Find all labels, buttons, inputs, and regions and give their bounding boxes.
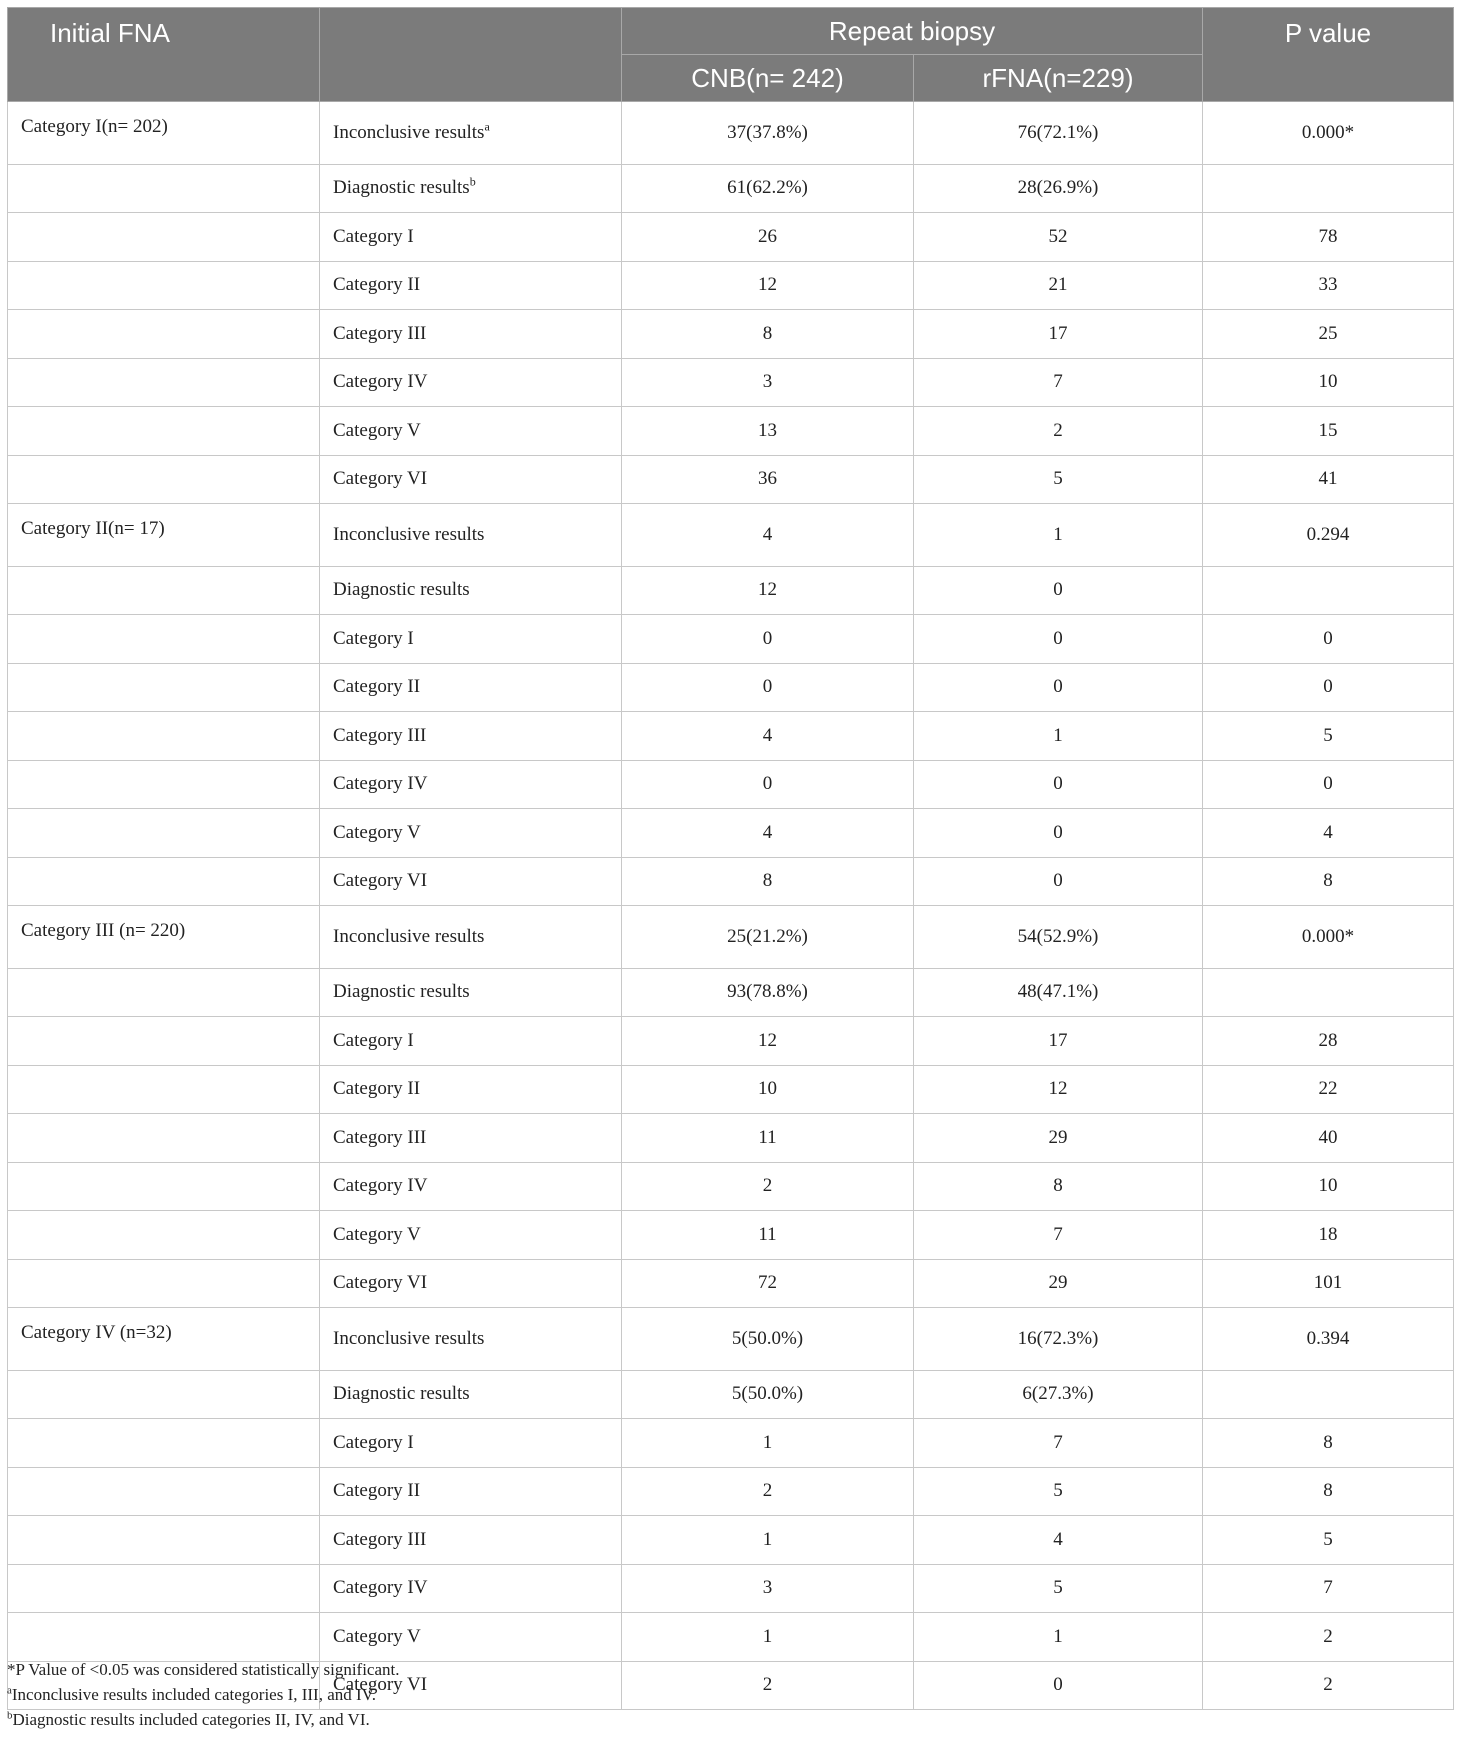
- result-label: Category III: [333, 1126, 427, 1148]
- result-label-cell: [320, 455, 622, 504]
- rfna-value-cell: 2: [914, 407, 1203, 456]
- result-label-cell: [320, 809, 622, 858]
- header-p-value: P value: [1203, 8, 1454, 102]
- rfna-value-cell: 0: [914, 663, 1203, 712]
- result-label: Category IV: [333, 1175, 428, 1197]
- cnb-value-cell: 1: [622, 1613, 914, 1662]
- result-label-cell: [320, 358, 622, 407]
- cnb-value-cell: 0: [622, 663, 914, 712]
- result-label-cell: [320, 1211, 622, 1260]
- cnb-value-cell: 3: [622, 1564, 914, 1613]
- rfna-value-cell: 1: [914, 1613, 1203, 1662]
- table-row: [8, 213, 1454, 262]
- rfna-value-cell: 0: [914, 760, 1203, 809]
- table-row: [8, 1613, 1454, 1662]
- result-label-cell: [320, 1467, 622, 1516]
- header-initial-fna: Initial FNA: [8, 8, 320, 102]
- table-row: [8, 1259, 1454, 1308]
- p-value-cell: 10: [1203, 358, 1454, 407]
- initial-category-cell: [8, 968, 320, 1017]
- result-label-cell: [320, 663, 622, 712]
- p-value-cell: 78: [1203, 213, 1454, 262]
- result-label-cell: [320, 261, 622, 310]
- rfna-value-cell: 6(27.3%): [914, 1370, 1203, 1419]
- header-repeat-biopsy: Repeat biopsy: [622, 8, 1203, 55]
- footnotes: [7, 1657, 400, 1732]
- p-value-cell: 22: [1203, 1065, 1454, 1114]
- result-label: Category I: [333, 225, 414, 247]
- cnb-value-cell: 12: [622, 566, 914, 615]
- rfna-value-cell: 0: [914, 615, 1203, 664]
- result-label: Category II: [333, 1078, 421, 1100]
- rfna-value-cell: 76(72.1%): [914, 102, 1203, 165]
- result-label-cell: [320, 1516, 622, 1565]
- table-row: [8, 809, 1454, 858]
- rfna-value-cell: 1: [914, 504, 1203, 567]
- cnb-value-cell: 2: [622, 1162, 914, 1211]
- cnb-value-cell: 3: [622, 358, 914, 407]
- initial-category-cell: [8, 310, 320, 359]
- rfna-value-cell: 0: [914, 1661, 1203, 1710]
- initial-category-cell: [8, 213, 320, 262]
- result-label-cell: [320, 504, 622, 567]
- rfna-value-cell: 48(47.1%): [914, 968, 1203, 1017]
- footnote-text: Inconclusive results included categories I, III, and IV.: [11, 1685, 377, 1704]
- result-label: Category I: [333, 1029, 414, 1051]
- result-label-cell: [320, 615, 622, 664]
- result-label: Category I: [333, 627, 414, 649]
- table-row: [8, 1516, 1454, 1565]
- rfna-value-cell: 7: [914, 1211, 1203, 1260]
- results-table: [7, 7, 1454, 1710]
- initial-category-cell: [8, 261, 320, 310]
- initial-category-cell: [8, 760, 320, 809]
- header-cnb: CNB(n= 242): [622, 55, 914, 102]
- cnb-value-cell: 12: [622, 261, 914, 310]
- initial-category-cell: Category I(n= 202): [8, 102, 320, 165]
- p-value-cell: 5: [1203, 1516, 1454, 1565]
- p-value-cell: 8: [1203, 1419, 1454, 1468]
- result-label: Inconclusive results: [333, 1327, 485, 1349]
- rfna-value-cell: 54(52.9%): [914, 906, 1203, 969]
- result-label: Category V: [333, 1223, 421, 1245]
- header-blank: [320, 8, 622, 102]
- footnote-line: [7, 1682, 400, 1707]
- rfna-value-cell: 0: [914, 857, 1203, 906]
- initial-category-cell: Category III (n= 220): [8, 906, 320, 969]
- initial-category-cell: [8, 455, 320, 504]
- table-row: [8, 1162, 1454, 1211]
- cnb-value-cell: 26: [622, 213, 914, 262]
- cnb-value-cell: 8: [622, 310, 914, 359]
- rfna-value-cell: 7: [914, 358, 1203, 407]
- result-label-cell: [320, 310, 622, 359]
- table-row: [8, 1308, 1454, 1371]
- table-row: [8, 310, 1454, 359]
- result-label-cell: [320, 1613, 622, 1662]
- table-row: [8, 1017, 1454, 1066]
- initial-category-cell: [8, 358, 320, 407]
- result-label-cell: [320, 1564, 622, 1613]
- table-row: [8, 712, 1454, 761]
- footnote-marker: a: [7, 1684, 12, 1697]
- table-row: [8, 407, 1454, 456]
- rfna-value-cell: 29: [914, 1114, 1203, 1163]
- rfna-value-cell: 17: [914, 1017, 1203, 1066]
- result-label: Category III: [333, 1528, 427, 1550]
- cnb-value-cell: 1: [622, 1516, 914, 1565]
- footnote-text: *P Value of <0.05 was considered statistically significant.: [7, 1660, 400, 1679]
- cnb-value-cell: 36: [622, 455, 914, 504]
- result-label-cell: [320, 1259, 622, 1308]
- p-value-cell: [1203, 164, 1454, 213]
- result-label: Diagnostic results: [333, 177, 470, 199]
- initial-category-cell: [8, 1065, 320, 1114]
- table-header: [8, 8, 1454, 102]
- result-label: Category II: [333, 1480, 421, 1502]
- p-value-cell: 0.294: [1203, 504, 1454, 567]
- table-row: [8, 663, 1454, 712]
- table-row: [8, 164, 1454, 213]
- p-value-cell: 33: [1203, 261, 1454, 310]
- table-row: [8, 261, 1454, 310]
- result-label-cell: [320, 760, 622, 809]
- rfna-value-cell: 0: [914, 809, 1203, 858]
- result-label: Category III: [333, 724, 427, 746]
- cnb-value-cell: 93(78.8%): [622, 968, 914, 1017]
- table-row: [8, 1211, 1454, 1260]
- table-row: [8, 968, 1454, 1017]
- result-label: Category VI: [333, 468, 428, 490]
- initial-category-cell: [8, 1370, 320, 1419]
- cnb-value-cell: 72: [622, 1259, 914, 1308]
- initial-category-cell: [8, 663, 320, 712]
- cnb-value-cell: 13: [622, 407, 914, 456]
- cnb-value-cell: 2: [622, 1467, 914, 1516]
- result-label: Diagnostic results: [333, 579, 470, 601]
- table-row: [8, 504, 1454, 567]
- table-row: [8, 1114, 1454, 1163]
- p-value-cell: 25: [1203, 310, 1454, 359]
- result-label: Category II: [333, 274, 421, 296]
- p-value-cell: [1203, 566, 1454, 615]
- rfna-value-cell: 28(26.9%): [914, 164, 1203, 213]
- header-rfna: rFNA(n=229): [914, 55, 1203, 102]
- p-value-cell: 40: [1203, 1114, 1454, 1163]
- cnb-value-cell: 10: [622, 1065, 914, 1114]
- cnb-value-cell: 1: [622, 1419, 914, 1468]
- cnb-value-cell: 4: [622, 809, 914, 858]
- cnb-value-cell: 8: [622, 857, 914, 906]
- table-row: [8, 1419, 1454, 1468]
- rfna-value-cell: 52: [914, 213, 1203, 262]
- initial-category-cell: [8, 712, 320, 761]
- result-label: Category V: [333, 821, 421, 843]
- result-label: Category VI: [333, 1272, 428, 1294]
- p-value-cell: [1203, 968, 1454, 1017]
- initial-category-cell: [8, 857, 320, 906]
- initial-category-cell: [8, 809, 320, 858]
- p-value-cell: 101: [1203, 1259, 1454, 1308]
- initial-category-cell: [8, 566, 320, 615]
- rfna-value-cell: 5: [914, 1564, 1203, 1613]
- p-value-cell: [1203, 1370, 1454, 1419]
- rfna-value-cell: 1: [914, 712, 1203, 761]
- p-value-cell: 0: [1203, 760, 1454, 809]
- rfna-value-cell: 8: [914, 1162, 1203, 1211]
- p-value-cell: 0.000*: [1203, 906, 1454, 969]
- rfna-value-cell: 17: [914, 310, 1203, 359]
- result-label: Category V: [333, 1625, 421, 1647]
- cnb-value-cell: 2: [622, 1661, 914, 1710]
- cnb-value-cell: 37(37.8%): [622, 102, 914, 165]
- result-label-cell: [320, 1370, 622, 1419]
- cnb-value-cell: 5(50.0%): [622, 1370, 914, 1419]
- initial-category-cell: [8, 1211, 320, 1260]
- initial-category-cell: Category IV (n=32): [8, 1308, 320, 1371]
- cnb-value-cell: 5(50.0%): [622, 1308, 914, 1371]
- result-label: Category IV: [333, 371, 428, 393]
- cnb-value-cell: 0: [622, 615, 914, 664]
- cnb-value-cell: 11: [622, 1114, 914, 1163]
- cnb-value-cell: 25(21.2%): [622, 906, 914, 969]
- table-row: [8, 615, 1454, 664]
- footnote-line: [7, 1657, 400, 1682]
- initial-category-cell: [8, 1259, 320, 1308]
- result-label: Inconclusive results: [333, 523, 485, 545]
- initial-category-cell: [8, 1114, 320, 1163]
- footnote-marker: b: [469, 174, 476, 189]
- p-value-cell: 7: [1203, 1564, 1454, 1613]
- table-row: [8, 760, 1454, 809]
- rfna-value-cell: 0: [914, 566, 1203, 615]
- table-row: [8, 358, 1454, 407]
- table-row: [8, 906, 1454, 969]
- table-row: [8, 1065, 1454, 1114]
- result-label-cell: [320, 1419, 622, 1468]
- cnb-value-cell: 0: [622, 760, 914, 809]
- result-label-cell: [320, 407, 622, 456]
- result-label: Category II: [333, 676, 421, 698]
- footnote-marker: b: [7, 1709, 13, 1722]
- result-label: Category III: [333, 322, 427, 344]
- rfna-value-cell: 5: [914, 455, 1203, 504]
- p-value-cell: 0: [1203, 663, 1454, 712]
- initial-category-cell: [8, 1516, 320, 1565]
- p-value-cell: 8: [1203, 857, 1454, 906]
- p-value-cell: 2: [1203, 1661, 1454, 1710]
- table-row: [8, 1370, 1454, 1419]
- result-label-cell: [320, 906, 622, 969]
- result-label-cell: [320, 857, 622, 906]
- rfna-value-cell: 16(72.3%): [914, 1308, 1203, 1371]
- p-value-cell: 15: [1203, 407, 1454, 456]
- result-label: Category VI: [333, 870, 428, 892]
- footnote-line: [7, 1707, 400, 1732]
- initial-category-cell: Category II(n= 17): [8, 504, 320, 567]
- table-row: [8, 102, 1454, 165]
- table-row: [8, 1564, 1454, 1613]
- result-label: Diagnostic results: [333, 981, 470, 1003]
- result-label-cell: [320, 1162, 622, 1211]
- result-label-cell: [320, 712, 622, 761]
- result-label-cell: [320, 164, 622, 213]
- initial-category-cell: [8, 1564, 320, 1613]
- rfna-value-cell: 29: [914, 1259, 1203, 1308]
- result-label-cell: [320, 213, 622, 262]
- p-value-cell: 28: [1203, 1017, 1454, 1066]
- initial-category-cell: [8, 1613, 320, 1662]
- table-row: [8, 857, 1454, 906]
- p-value-cell: 4: [1203, 809, 1454, 858]
- result-label-cell: [320, 968, 622, 1017]
- footnote-marker: a: [484, 119, 490, 134]
- result-label-cell: [320, 566, 622, 615]
- rfna-value-cell: 12: [914, 1065, 1203, 1114]
- table-body: [8, 102, 1454, 1710]
- result-label-cell: [320, 1114, 622, 1163]
- table-container: [7, 7, 1453, 1710]
- p-value-cell: 0.000*: [1203, 102, 1454, 165]
- initial-category-cell: [8, 1467, 320, 1516]
- result-label: Category I: [333, 1431, 414, 1453]
- p-value-cell: 0.394: [1203, 1308, 1454, 1371]
- p-value-cell: 8: [1203, 1467, 1454, 1516]
- result-label-cell: [320, 1017, 622, 1066]
- initial-category-cell: [8, 615, 320, 664]
- result-label-cell: [320, 1065, 622, 1114]
- p-value-cell: 5: [1203, 712, 1454, 761]
- result-label: Inconclusive results: [333, 925, 485, 947]
- result-label: Category VI: [333, 1674, 428, 1696]
- initial-category-cell: [8, 407, 320, 456]
- p-value-cell: 18: [1203, 1211, 1454, 1260]
- p-value-cell: 41: [1203, 455, 1454, 504]
- initial-category-cell: [8, 164, 320, 213]
- result-label: Category IV: [333, 1577, 428, 1599]
- cnb-value-cell: 12: [622, 1017, 914, 1066]
- result-label-cell: [320, 1308, 622, 1371]
- initial-category-cell: [8, 1419, 320, 1468]
- rfna-value-cell: 7: [914, 1419, 1203, 1468]
- initial-category-cell: [8, 1017, 320, 1066]
- cnb-value-cell: 61(62.2%): [622, 164, 914, 213]
- rfna-value-cell: 5: [914, 1467, 1203, 1516]
- result-label: Diagnostic results: [333, 1383, 470, 1405]
- result-label: Inconclusive results: [333, 121, 485, 143]
- cnb-value-cell: 4: [622, 712, 914, 761]
- cnb-value-cell: 11: [622, 1211, 914, 1260]
- p-value-cell: 10: [1203, 1162, 1454, 1211]
- rfna-value-cell: 21: [914, 261, 1203, 310]
- result-label: Category IV: [333, 773, 428, 795]
- rfna-value-cell: 4: [914, 1516, 1203, 1565]
- cnb-value-cell: 4: [622, 504, 914, 567]
- result-label: Category V: [333, 419, 421, 441]
- p-value-cell: 2: [1203, 1613, 1454, 1662]
- result-label-cell: [320, 102, 622, 165]
- table-row: [8, 1467, 1454, 1516]
- p-value-cell: 0: [1203, 615, 1454, 664]
- table-row: [8, 455, 1454, 504]
- initial-category-cell: [8, 1162, 320, 1211]
- table-row: [8, 566, 1454, 615]
- footnote-text: Diagnostic results included categories II, IV, and VI.: [12, 1710, 370, 1729]
